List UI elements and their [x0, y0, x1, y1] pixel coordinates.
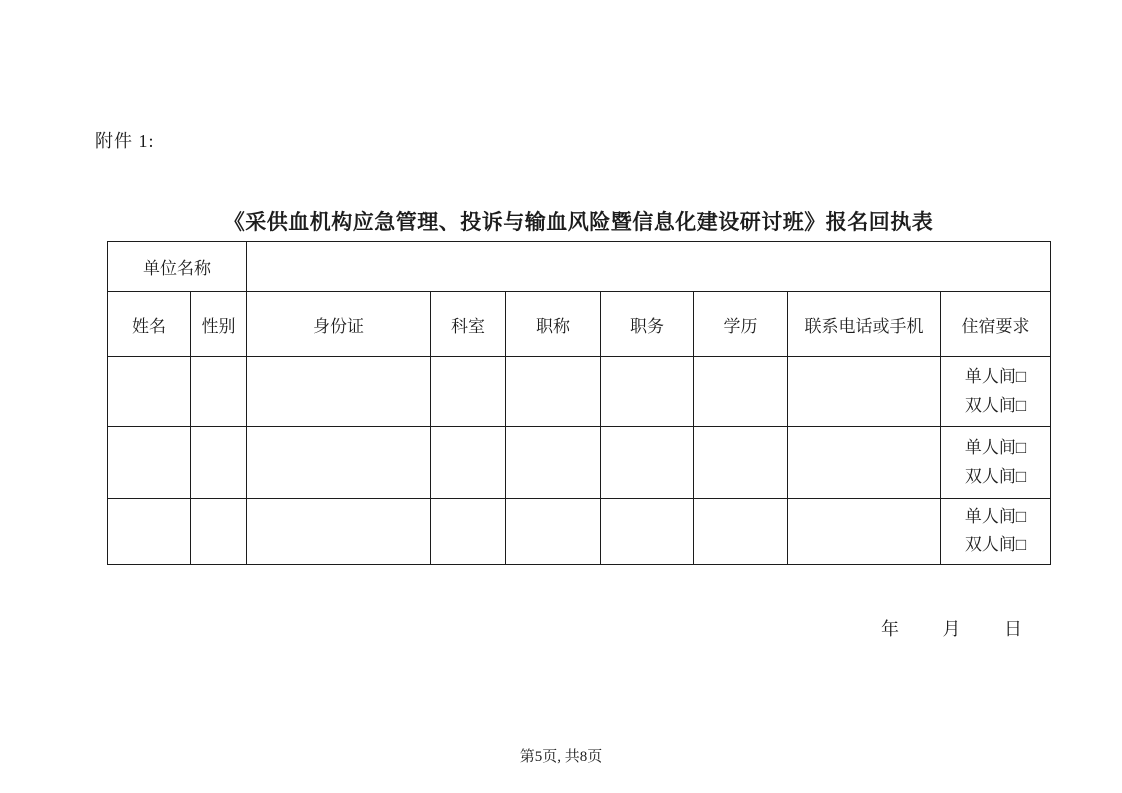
table-row: [108, 357, 1051, 427]
input-cell-department[interactable]: [431, 357, 506, 427]
input-cell-gender[interactable]: [191, 499, 247, 565]
table-row: [108, 427, 1051, 499]
input-cell-name[interactable]: [108, 357, 191, 427]
table-header-row: [108, 292, 1051, 357]
table-row: [108, 499, 1051, 565]
input-cell-gender[interactable]: [191, 427, 247, 499]
input-cell-department[interactable]: [431, 427, 506, 499]
lodging-option-single[interactable]: 单人间□: [964, 507, 1027, 526]
unit-name-row: [108, 242, 1051, 292]
col-header-id-card: 身份证: [247, 292, 431, 357]
input-cell-id-card[interactable]: [247, 427, 431, 499]
input-cell-gender[interactable]: [191, 357, 247, 427]
registration-table: [107, 241, 1051, 565]
input-cell-position[interactable]: [601, 427, 694, 499]
input-cell-position[interactable]: [601, 499, 694, 565]
document-title: 《采供血机构应急管理、投诉与输血风险暨信息化建设研讨班》报名回执表: [223, 210, 934, 234]
date-line: [881, 615, 1022, 641]
input-cell-phone[interactable]: [788, 499, 941, 565]
col-header-phone: 联系电话或手机: [788, 292, 941, 357]
input-cell-id-card[interactable]: [247, 499, 431, 565]
lodging-option-double[interactable]: 双人间□: [964, 535, 1027, 555]
page-number: 第5页, 共8页: [519, 749, 603, 765]
input-cell-name[interactable]: [108, 427, 191, 499]
input-cell-education[interactable]: [694, 499, 788, 565]
input-cell-phone[interactable]: [788, 427, 941, 499]
col-header-lodging: 住宿要求: [941, 292, 1051, 357]
input-cell-name[interactable]: [108, 499, 191, 565]
input-cell-department[interactable]: [431, 499, 506, 565]
month-label: 月: [942, 619, 961, 639]
col-header-education: 学历: [694, 292, 788, 357]
lodging-cell: [941, 427, 1051, 499]
col-header-gender: 性别: [191, 292, 247, 357]
unit-name-input-cell[interactable]: [247, 242, 1051, 292]
lodging-option-double[interactable]: 双人间□: [964, 466, 1027, 486]
input-cell-education[interactable]: [694, 357, 788, 427]
lodging-option-single[interactable]: 单人间□: [964, 367, 1027, 387]
input-cell-title[interactable]: [506, 427, 601, 499]
unit-name-label-cell: 单位名称: [108, 242, 247, 292]
col-header-position: 职务: [601, 292, 694, 357]
input-cell-position[interactable]: [601, 357, 694, 427]
day-label: 日: [1004, 619, 1022, 639]
year-label: 年: [881, 619, 899, 639]
col-header-title: 职称: [506, 292, 601, 357]
attachment-label: 附件 1:: [95, 131, 155, 151]
input-cell-phone[interactable]: [788, 357, 941, 427]
input-cell-title[interactable]: [506, 357, 601, 427]
input-cell-education[interactable]: [694, 427, 788, 499]
col-header-name: 姓名: [108, 292, 191, 357]
lodging-option-single[interactable]: 单人间□: [964, 438, 1027, 458]
input-cell-title[interactable]: [506, 499, 601, 565]
col-header-department: 科室: [431, 292, 506, 357]
input-cell-id-card[interactable]: [247, 357, 431, 427]
lodging-cell: [941, 499, 1051, 565]
lodging-cell: [941, 357, 1051, 427]
lodging-option-double[interactable]: 双人间□: [964, 395, 1027, 415]
